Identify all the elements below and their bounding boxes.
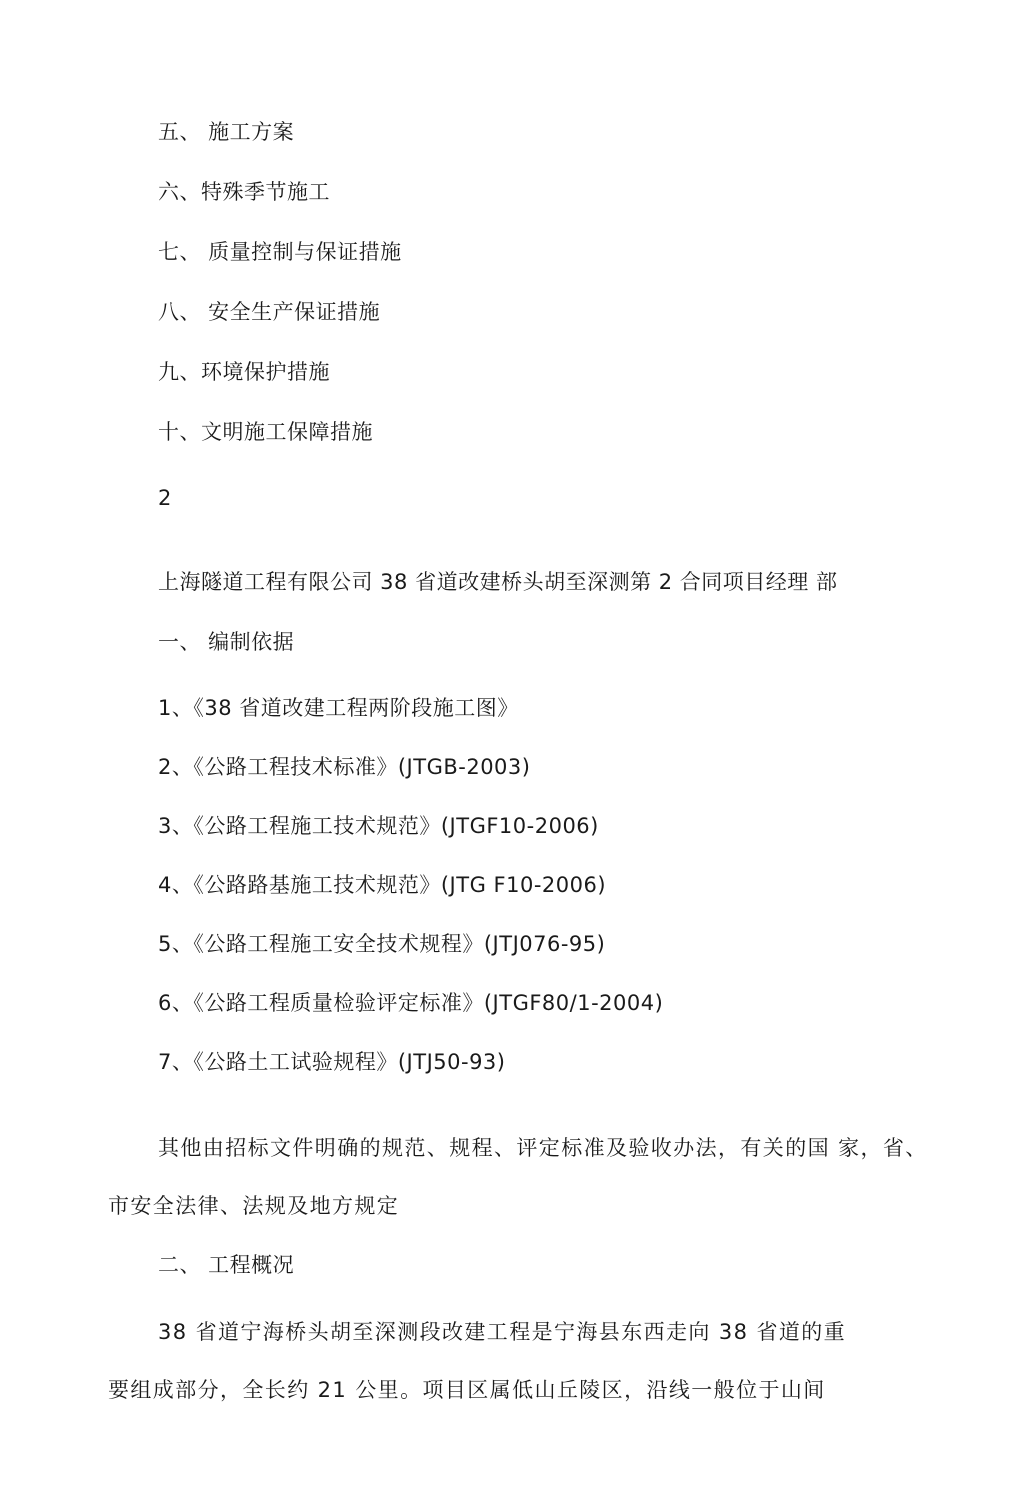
- toc-item-8: 八、 安全生产保证措施: [158, 300, 381, 324]
- reference-item: 6、《公路工程质量检验评定标准》(JTGF80/1-2004): [158, 991, 664, 1015]
- reference-item: 5、《公路工程施工安全技术规程》(JTJ076-95): [158, 932, 606, 956]
- company-header: 上海隧道工程有限公司 38 省道改建桥头胡至深测第 2 合同项目经理 部: [158, 570, 838, 594]
- other-basis-line-2: 市安全法律、法规及地方规定: [108, 1194, 400, 1218]
- toc-item-5: 五、 施工方案: [158, 120, 295, 144]
- section-heading-basis: 一、 编制依据: [158, 630, 295, 654]
- overview-line-1: 38 省道宁海桥头胡至深测段改建工程是宁海县东西走向 38 省道的重: [158, 1320, 847, 1344]
- overview-line-2: 要组成部分，全长约 21 公里。项目区属低山丘陵区，沿线一般位于山间: [108, 1378, 826, 1402]
- toc-item-9: 九、环境保护措施: [158, 360, 330, 384]
- toc-item-10: 十、文明施工保障措施: [158, 420, 373, 444]
- reference-item: 1、《38 省道改建工程两阶段施工图》: [158, 696, 519, 720]
- reference-item: 4、《公路路基施工技术规范》(JTG F10-2006): [158, 873, 607, 897]
- other-basis-line-1: 其他由招标文件明确的规范、规程、评定标准及验收办法，有关的国 家，省、: [158, 1136, 928, 1160]
- toc-item-6: 六、特殊季节施工: [158, 180, 330, 204]
- reference-item: 3、《公路工程施工技术规范》(JTGF10-2006): [158, 814, 599, 838]
- section-heading-overview: 二、 工程概况: [158, 1253, 295, 1277]
- toc-item-7: 七、 质量控制与保证措施: [158, 240, 402, 264]
- reference-item: 7、《公路土工试验规程》(JTJ50-93): [158, 1050, 506, 1074]
- reference-item: 2、《公路工程技术标准》(JTGB-2003): [158, 755, 531, 779]
- page-number: 2: [158, 486, 172, 510]
